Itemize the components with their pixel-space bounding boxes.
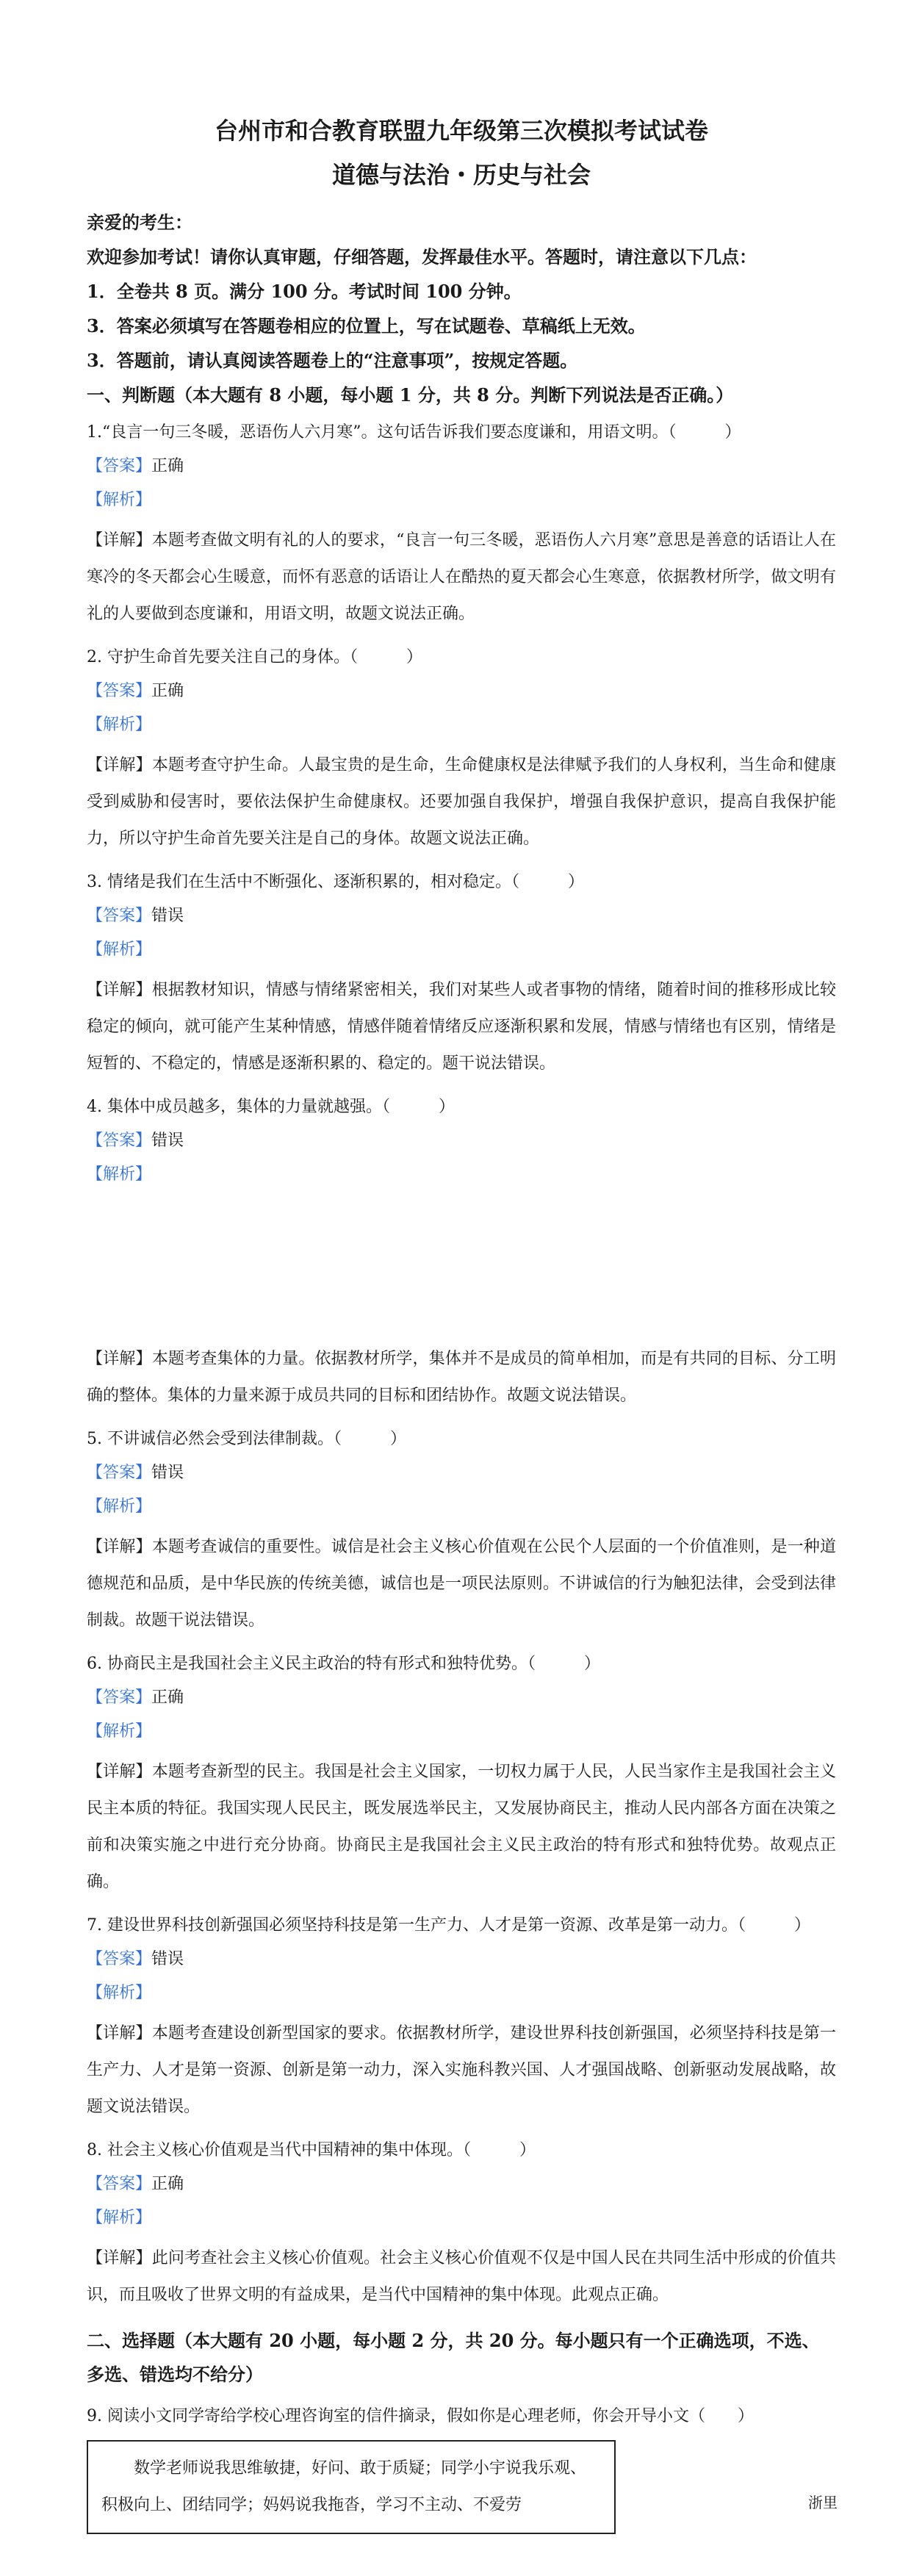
question-stem: 2. 守护生命首先要关注自己的身体。（ ） [87,648,422,666]
analysis-tag: 【解析】 [87,1984,152,2002]
question-stem: 8. 社会主义核心价值观是当代中国精神的集中体现。（ ） [87,2141,536,2159]
note-3: 3．答题前，请认真阅读答题卷上的“注意事项”，按规定答题。 [87,350,578,371]
detail-text: 【详解】根据教材知识，情感与情绪紧密相关，我们对某些人或者事物的情绪，随着时间的推移形成比较稳定的倾向，就可能产生某种情感，情感伴随着情绪反应逐渐积累和发展，情感与情绪也有区别，情绪是短暂的、不稳定的，情感是逐渐积累的、稳定的。题干说法错误。 [87,981,836,1073]
detail-text: 【详解】本题考查诚信的重要性。诚信是社会主义核心价值观在公民个人层面的一个价值准则，是一种道德规范和品质，是中华民族的传统美德，诚信也是一项民法原则。不讲诚信的行为触犯法律，会受到法律制裁。故题干说法错误。 [87,1538,836,1630]
detail-tag: 【详解】 [87,756,152,774]
analysis-tag: 【解析】 [87,491,152,509]
detail-tag: 【详解】 [87,531,152,550]
question-block [87,871,836,1082]
analysis-tag: 【解析】 [87,1497,152,1516]
question-block [87,2139,836,2314]
answer-value: 错误 [151,1132,184,1150]
question-stem: 3. 情绪是我们在生活中不断强化、逐渐积累的，相对稳定。（ ） [87,873,584,891]
note-1: 1．全卷共 8 页。满分 100 分。考试时间 100 分钟。 [87,281,522,302]
exam-subtitle: 道德与法治・历史与社会 [331,161,591,189]
answer-line [87,1948,836,1971]
answer-tag: 【答案】 [87,1132,152,1150]
answer-value: 错误 [151,907,184,925]
analysis-tag: 【解析】 [87,716,152,734]
detail-text: 【详解】本题考查守护生命。人最宝贵的是生命，生命健康权是法律赋予我们的人身权利，当生命和健康受到威胁和侵害时，要依法保护生命健康权。还要加强自我保护，增强自我保护意识，提高自我保护能力，所以守护生命首先要关注是自己的身体。故题文说法正确。 [87,756,836,848]
analysis-tag: 【解析】 [87,1165,152,1184]
answer-value: 错误 [151,1464,184,1482]
question-9-stem: 9. 阅读小文同学寄给学校心理咨询室的信件摘录，假如你是心理老师，你会开导小文（ ） [87,2407,754,2425]
question-block [87,1428,836,1639]
detail-text: 【详解】本题考查建设创新型国家的要求。依据教材所学，建设世界科技创新强国，必须坚持科技是第一生产力、人才是第一资源、创新是第一动力，深入实施科教兴国、人才强国战略、创新驱动发展战略，故题文说法错误。 [87,2024,836,2116]
answer-tag: 【答案】 [87,907,152,925]
answer-line [87,1686,836,1710]
exam-content [87,110,836,2534]
answer-line [87,1461,836,1485]
footer-mark: 浙里 [808,2494,838,2511]
answer-line [87,1129,836,1153]
detail-tag: 【详解】 [87,1538,152,1556]
question-block [87,646,836,857]
answer-tag: 【答案】 [87,457,152,475]
answer-line [87,455,836,478]
analysis-tag: 【解析】 [87,1722,152,1741]
section1-heading: 一、判断题（本大题有 8 小题，每小题 1 分，共 8 分。判断下列说法是否正确。） [87,384,734,406]
detail-tag: 【详解】 [87,2024,152,2043]
question-stem: 4. 集体中成员越多，集体的力量就越强。（ ） [87,1098,455,1116]
detail-tag: 【详解】 [87,981,152,999]
question-stem: 6. 协商民主是我国社会主义民主政治的特有形式和独特优势。（ ） [87,1655,600,1673]
answer-tag: 【答案】 [87,1464,152,1482]
detail-tag: 【详解】 [87,1763,152,1781]
answer-tag: 【答案】 [87,1950,152,1968]
answer-line [87,904,836,928]
answer-tag: 【答案】 [87,2175,152,2193]
detail-text: 【详解】此问考查社会主义核心价值观。社会主义核心价值观不仅是中国人民在共同生活中形成的价值共识，而且吸收了世界文明的有益成果，是当代中国精神的集中体现。此观点正确。 [87,2249,836,2304]
answer-value: 正确 [151,1688,184,1707]
answer-value: 正确 [151,2175,184,2193]
answer-tag: 【答案】 [87,682,152,700]
answer-value: 错误 [151,1950,184,1968]
section2-heading: 二、选择题（本大题有 20 小题，每小题 2 分，共 20 分。每小题只有一个正确选项，不选、多选、错选均不给分） [87,2330,820,2385]
analysis-tag: 【解析】 [87,2209,152,2227]
question-block [87,1652,836,1901]
question-block [87,421,836,633]
welcome-text: 欢迎参加考试！请你认真审题，仔细答题，发挥最佳水平。答题时，请注意以下几点： [87,246,757,267]
question-block [87,1095,836,1414]
answer-line [87,680,836,703]
answer-line [87,2173,836,2196]
blank-space [87,1197,836,1341]
analysis-tag: 【解析】 [87,940,152,959]
note-2: 3．答案必须填写在答题卷相应的位置上，写在试题卷、草稿纸上无效。 [87,315,646,337]
letter-excerpt-box: 数学老师说我思维敏捷，好问、敢于质疑；同学小宇说我乐观、积极向上、团结同学；妈妈说我拖沓，学习不主动、不爱劳 [87,2440,616,2534]
answer-value: 正确 [151,457,184,475]
question-block [87,1914,836,2126]
exam-title: 台州市和合教育联盟九年级第三次模拟考试试卷 [214,117,708,145]
answer-value: 正确 [151,682,184,700]
detail-text: 【详解】本题考查做文明有礼的人的要求，“良言一句三冬暖，恶语伤人六月寒”意思是善意的话语让人在寒冷的冬天都会心生暖意，而怀有恶意的话语让人在酷热的夏天都会心生寒意，依据教材所学，做文明有礼的人要做到态度谦和，用语文明，故题文说法正确。 [87,531,836,623]
greeting: 亲爱的考生： [87,212,192,233]
detail-tag: 【详解】 [87,2249,152,2267]
detail-tag: 【详解】 [87,1350,152,1368]
detail-text: 【详解】本题考查集体的力量。依据教材所学，集体并不是成员的简单相加，而是有共同的目标、分工明确的整体。集体的力量来源于成员共同的目标和团结协作。故题文说法错误。 [87,1350,836,1405]
detail-text: 【详解】本题考查新型的民主。我国是社会主义国家，一切权力属于人民，人民当家作主是我国社会主义民主本质的特征。我国实现人民民主，既发展选举民主，又发展协商民主，推动人民内部各方面在决策之前和决策实施之中进行充分协商。协商民主是我国社会主义民主政治的特有形式和独特优势。故观点正确。 [87,1763,836,1891]
question-stem: 7. 建设世界科技创新强国必须坚持科技是第一生产力、人才是第一资源、改革是第一动力。（ ） [87,1916,810,1935]
question-stem: 5. 不讲诚信必然会受到法律制裁。（ ） [87,1430,406,1448]
answer-tag: 【答案】 [87,1688,152,1707]
question-stem: 1.“良言一句三冬暖，恶语伤人六月寒”。这句话告诉我们要态度谦和，用语文明。（ ） [87,423,741,442]
